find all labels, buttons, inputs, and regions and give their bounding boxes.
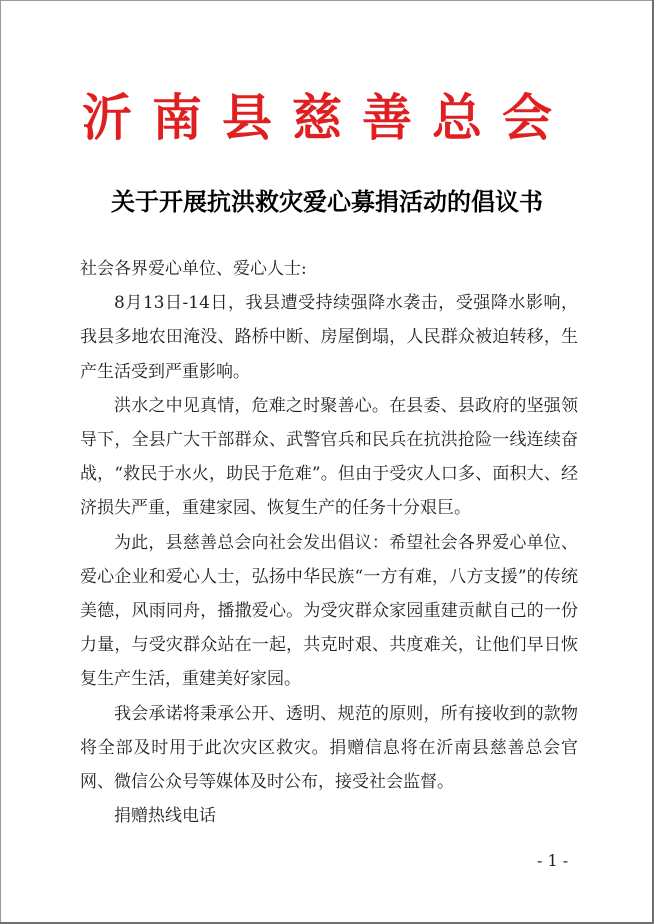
paragraph-appeal: 为此，县慈善总会向社会发出倡议：希望社会各界爱心单位、爱心企业和爱心人士，弘扬中华民族“一方有难，八方支援”的传统美德，风雨同舟，播撒爱心。为受灾群众家园重建贡献自己的一份力量，与受灾群众站在一起，共克时艰、共度难关，让他们早日恢复生产生活，重建美好家园。 bbox=[80, 532, 578, 690]
salutation: 社会各界爱心单位、爱心人士: bbox=[80, 259, 307, 279]
paragraph-commitment: 我会承诺将秉承公开、透明、规范的原则，所有接收到的款物将全部及时用于此次灾区救灾。捐赠信息将在沂南县慈善总会官网、微信公众号等媒体及时公布，接受社会监督。 bbox=[80, 703, 578, 793]
organization-name: 沂南县慈善总会 bbox=[82, 88, 572, 147]
paragraph-flood-impact: 8月13日-14日，我县遭受持续强降水袭击，受强降水影响，我县多地农田淹没、路桥中断、房屋倒塌，人民群众被迫转移，生产生活受到严重影响。 bbox=[80, 293, 578, 382]
document-body bbox=[80, 252, 578, 833]
paragraph-donation-hotline: 捐赠热线电话 bbox=[114, 806, 216, 827]
paragraph-rescue-efforts: 洪水之中见真情，危难之时聚善心。在县委、县政府的坚强领导下，全县广大干部群众、武警官兵和民兵在抗洪抢险一线连续奋战，“救民于水火，助民于危难”。但由于受灾人口多、面积大、经济损失严重，重建家园、恢复生产的任务十分艰巨。 bbox=[80, 395, 578, 519]
document-title: 关于开展抗洪救灾爱心募捐活动的倡议书 bbox=[111, 187, 543, 216]
page-number: - 1 - bbox=[537, 851, 569, 870]
